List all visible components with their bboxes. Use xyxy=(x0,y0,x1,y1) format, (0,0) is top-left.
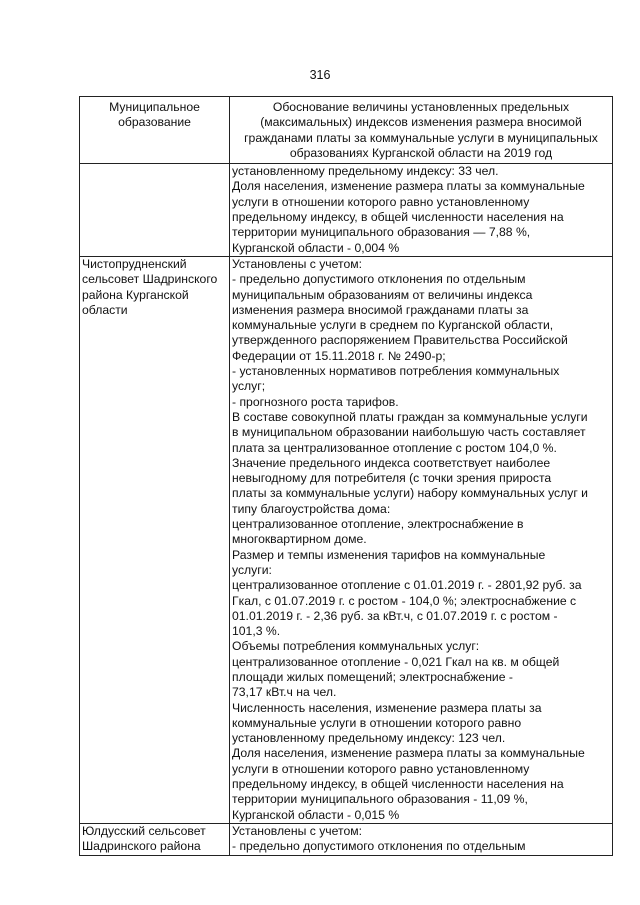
header-line: образованиях Курганской области на 2019 год xyxy=(289,145,553,160)
text-line: коммунальные услуги в отношении которого равно xyxy=(232,715,522,730)
text-line: - установленных нормативов потребления коммунальных xyxy=(232,364,560,379)
text-line: Объемы потребления коммунальных услуг: xyxy=(232,639,480,654)
indices-table xyxy=(79,96,613,856)
header-line: образование xyxy=(118,115,191,130)
justification-cell xyxy=(230,823,613,855)
justification-cell xyxy=(230,256,613,823)
municipality-cell xyxy=(80,823,230,855)
text-line: В составе совокупной платы граждан за коммунальные услуги xyxy=(232,409,588,424)
text-line: централизованное отопление, электроснабжение в xyxy=(232,517,524,532)
text-line: услуги в отношении которого равно установленному xyxy=(232,761,530,776)
text-line: - предельно допустимого отклонения по отдельным xyxy=(232,272,526,287)
text-line: муниципальным образованиям от величины индекса xyxy=(232,287,533,302)
text-line: области xyxy=(82,302,128,317)
justification-cell xyxy=(230,164,613,257)
text-line: района Курганской xyxy=(82,287,189,302)
text-line: централизованное отопление - 0,021 Гкал на кв. м общей xyxy=(232,654,560,669)
text-line: услуги: xyxy=(232,562,272,577)
table-row xyxy=(80,164,613,257)
text-line: Установлены с учетом: xyxy=(232,256,362,271)
text-line: Курганской области - 0,004 % xyxy=(232,240,400,255)
text-line: Гкал, с 01.07.2019 г. с ростом - 104,0 %; электроснабжение с xyxy=(232,593,577,608)
text-line: типу благоустройства дома: xyxy=(232,501,391,516)
table-row xyxy=(80,256,613,823)
text-line: Размер и темпы изменения тарифов на коммунальные xyxy=(232,547,546,562)
text-line: предельному индексу, в общей численности населения на xyxy=(232,210,564,225)
text-line: площади жилых помещений; электроснабжение - xyxy=(232,669,513,684)
municipality-cell xyxy=(80,164,230,257)
text-line: Федерации от 15.11.2018 г. № 2490-р; xyxy=(232,348,446,363)
text-line: многоквартирном доме. xyxy=(232,532,367,547)
text-line: Значение предельного индекса соответствует наиболее xyxy=(232,455,551,470)
municipality-cell xyxy=(80,256,230,823)
text-line: услуги в отношении которого равно установленному xyxy=(232,194,530,209)
text-line: утвержденного распоряжением Правительства Российской xyxy=(232,333,568,348)
header-line: гражданами платы за коммунальные услуги в муниципальных xyxy=(244,130,598,145)
text-line: территории муниципального образования - 11,09 %, xyxy=(232,792,528,807)
text-line: Шадринского района xyxy=(82,839,201,854)
text-line: невыгодному для потребителя (с точки зрения прироста xyxy=(232,471,552,486)
text-line: - прогнозного роста тарифов. xyxy=(232,394,399,409)
text-line: коммунальные услуги в среднем по Курганской области, xyxy=(232,318,554,333)
header-municipality xyxy=(80,97,230,164)
text-line: Курганской области - 0,015 % xyxy=(232,807,400,822)
text-line: изменения размера вносимой гражданами платы за xyxy=(232,302,529,317)
text-line: - предельно допустимого отклонения по отдельным xyxy=(232,839,526,854)
text-line: услуг; xyxy=(232,379,266,394)
text-line: 01.01.2019 г. - 2,36 руб. за кВт.ч, с 01.07.2019 г. с ростом - xyxy=(232,608,558,623)
text-line: установленному предельному индексу: 33 чел. xyxy=(232,164,499,179)
text-line: установленному предельному индексу: 123 чел. xyxy=(232,731,506,746)
text-line: Численность населения, изменение размера платы за xyxy=(232,700,542,715)
text-line: плата за централизованное отопление с ростом 104,0 %. xyxy=(232,440,557,455)
text-line: платы за коммунальные услуги) набору коммунальных услуг и xyxy=(232,486,588,501)
text-line: сельсовет Шадринского xyxy=(82,272,218,287)
text-line: Юлдусский сельсовет xyxy=(82,823,206,838)
header-line: Обоснование величины установленных предельных xyxy=(272,100,570,114)
header-line: Муниципальное xyxy=(109,100,200,114)
text-line: Чистопрудненский xyxy=(82,256,187,271)
text-line: 101,3 %. xyxy=(232,624,281,639)
text-line: в муниципальном образовании наибольшую часть составляет xyxy=(232,425,586,440)
table-header-row xyxy=(80,97,613,164)
text-line: Установлены с учетом: xyxy=(232,823,362,838)
table-row xyxy=(80,823,613,855)
text-line: территории муниципального образования — 7,88 %, xyxy=(232,225,531,240)
page-number: 316 xyxy=(309,68,331,82)
text-line: централизованное отопление с 01.01.2019 г. - 2801,92 руб. за xyxy=(232,578,582,593)
header-justification xyxy=(230,97,613,164)
text-line: Доля населения, изменение размера платы за коммунальные xyxy=(232,746,585,761)
text-line: Доля населения, изменение размера платы за коммунальные xyxy=(232,179,585,194)
text-line: 73,17 кВт.ч на чел. xyxy=(232,685,337,700)
text-line: предельному индексу, в общей численности населения на xyxy=(232,777,564,792)
header-line: (максимальных) индексов изменения размера вносимой xyxy=(260,115,582,130)
